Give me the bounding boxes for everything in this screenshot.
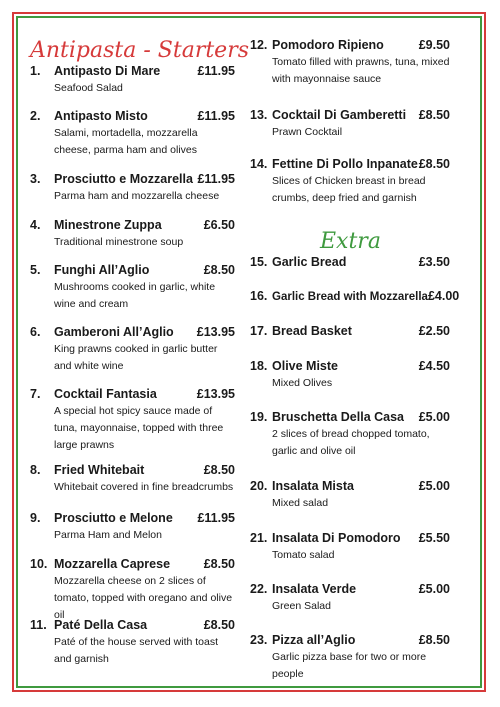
item-number: 14. [250,157,268,171]
item-description: Slices of Chicken breast in bread crumbs, deep fried and garnish [272,175,426,204]
starters-title: Antipasta - Starters [30,38,250,63]
item-name: Antipasto Misto [54,109,148,123]
item-description: Prawn Cocktail [272,126,343,138]
menu-item [250,410,450,460]
item-description: Seafood Salad [54,82,123,94]
item-name: Pizza all’Aglio [272,633,356,647]
item-description: A special hot spicy sauce made of tuna, mayonnaise, topped with three large prawns [54,405,224,451]
item-price: £6.50 [203,218,235,232]
item-description: Tomato filled with prawns, tuna, mixed with mayonnaise sauce [272,56,450,85]
item-number: 2. [30,109,41,123]
item-description: Mozzarella cheese on 2 slices of tomato, topped with oregano and olive oil [54,575,233,621]
menu-item [250,359,450,392]
item-name: Pomodoro Ripieno [272,38,384,52]
item-name: Insalata Mista [272,479,354,493]
item-price: £8.50 [418,633,450,647]
menu-item [30,64,235,97]
item-number: 19. [250,410,268,424]
extra-title: Extra [320,229,381,254]
item-number: 3. [30,172,41,186]
item-name: Cocktail Fantasia [54,387,157,401]
menu-item [30,109,235,159]
menu-item [250,582,450,615]
item-number: 11. [30,618,47,632]
item-number: 18. [250,359,268,373]
item-price: £11.95 [197,109,235,123]
item-description: Whitebait covered in fine breadcrumbs [54,481,234,493]
item-description: 2 slices of bread chopped tomato, garlic and olive oil [272,428,430,457]
item-price: £4.00 [427,289,460,303]
item-description: Paté of the house served with toast and garnish [54,636,219,665]
item-number: 5. [30,263,41,277]
item-name: Bruschetta Della Casa [272,410,405,424]
item-number: 17. [250,324,268,338]
menu-item [30,557,235,624]
item-name: Prosciutto e Melone [54,511,173,525]
item-price: £11.95 [197,64,235,78]
item-price: £5.00 [418,582,450,596]
item-price: £13.95 [196,325,235,339]
item-name: Garlic Bread with Mozzarella [272,291,428,303]
item-price: £11.95 [197,172,235,186]
menu-item [250,324,450,338]
item-price: £8.50 [418,157,450,171]
item-description: Garlic pizza base for two or more people [272,651,427,680]
item-price: £11.95 [197,511,235,525]
menu-item [250,289,460,303]
item-name: Paté Della Casa [54,618,148,632]
item-price: £9.50 [418,38,450,52]
menu-item [250,157,450,207]
item-number: 16. [250,289,268,303]
item-number: 10. [30,557,48,571]
item-description: Green Salad [272,600,331,612]
item-description: Traditional minestrone soup [54,236,184,248]
item-description: Parma Ham and Melon [54,529,162,541]
item-price: £13.95 [196,387,235,401]
item-description: Salami, mortadella, mozzarella cheese, parma ham and olives [54,127,198,156]
menu-item [250,479,450,512]
menu-item [30,325,235,375]
item-price: £4.50 [418,359,450,373]
item-price: £8.50 [203,557,235,571]
item-number: 8. [30,463,41,477]
item-number: 13. [250,108,268,122]
item-price: £8.50 [203,618,235,632]
item-number: 23. [250,633,268,647]
item-name: Minestrone Zuppa [54,218,162,232]
item-description: Parma ham and mozzarella cheese [54,190,220,202]
menu-item [30,263,235,313]
item-number: 9. [30,511,41,525]
item-number: 15. [250,255,268,269]
item-price: £5.50 [418,531,450,545]
menu-item [30,618,235,668]
item-name: Garlic Bread [272,255,347,269]
item-number: 20. [250,479,268,493]
menu-item [250,531,450,564]
item-price: £5.00 [418,410,450,424]
item-price: £3.50 [418,255,450,269]
menu-item [250,633,450,683]
item-name: Fettine Di Pollo Inpanate [272,157,418,171]
item-name: Bread Basket [272,324,352,338]
item-price: £5.00 [418,479,450,493]
item-description: King prawns cooked in garlic butter and white wine [54,343,218,372]
item-name: Insalata Di Pomodoro [272,531,401,545]
item-number: 22. [250,582,268,596]
item-price: £8.50 [203,263,235,277]
item-price: £8.50 [418,108,450,122]
item-name: Gamberoni All’Aglio [54,325,174,339]
item-price: £8.50 [203,463,235,477]
item-price: £2.50 [418,324,450,338]
item-name: Funghi All’Aglio [54,263,150,277]
item-name: Prosciutto e Mozzarella [54,172,193,186]
item-description: Tomato salad [272,549,335,561]
item-number: 7. [30,387,41,401]
item-name: Fried Whitebait [54,463,145,477]
item-name: Antipasto Di Mare [54,64,161,78]
menu-item [250,255,450,269]
menu-item [30,511,235,544]
item-name: Cocktail Di Gamberetti [272,108,407,122]
item-number: 6. [30,325,41,339]
menu-item [30,387,235,454]
menu-item [30,218,235,251]
item-number: 1. [30,64,41,78]
menu-item [250,108,450,141]
item-name: Olive Miste [272,359,338,373]
item-number: 21. [250,531,268,545]
menu-item [250,38,450,88]
item-description: Mixed Olives [272,377,333,389]
item-description: Mixed salad [272,497,329,509]
item-name: Insalata Verde [272,582,357,596]
item-number: 12. [250,38,268,52]
item-description: Mushrooms cooked in garlic, white wine and cream [54,281,216,310]
menu-item [30,172,235,205]
menu-item [30,463,235,496]
item-number: 4. [30,218,41,232]
item-name: Mozzarella Caprese [54,557,171,571]
